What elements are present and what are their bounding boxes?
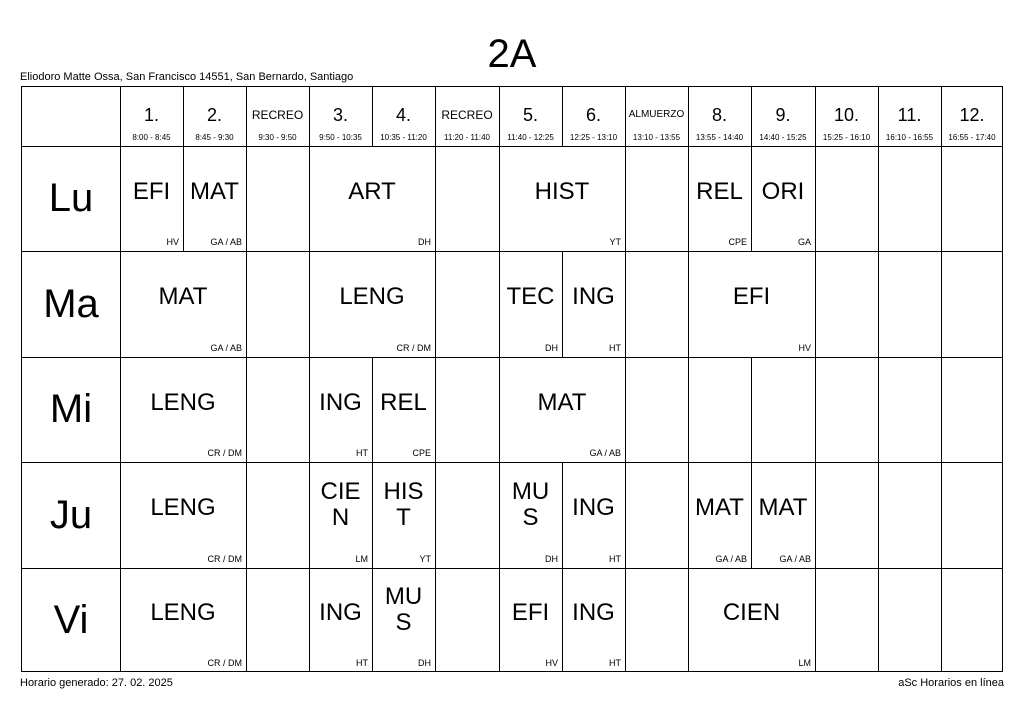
school-address: Eliodoro Matte Ossa, San Francisco 14551, San Bernardo, Santiago: [20, 71, 354, 83]
lesson-teacher: DH: [545, 343, 558, 353]
lesson-teacher: YT: [609, 237, 621, 247]
lesson-teacher: GA / AB: [779, 554, 811, 564]
grid-line: [941, 357, 942, 462]
grid-line: [751, 357, 752, 462]
lesson-cell: [309, 357, 372, 462]
grid-line: [878, 462, 879, 568]
period-label: 2.: [206, 105, 222, 125]
period-label: RECREO: [251, 108, 304, 122]
grid-line: [688, 357, 689, 462]
lesson-subject: ORI: [761, 177, 805, 205]
lesson-teacher: CR / DM: [207, 658, 242, 668]
lesson-cell: [120, 146, 183, 251]
lesson-cell: [372, 357, 435, 462]
day-label: Mi: [49, 387, 93, 431]
lesson-subject: MAT: [695, 494, 744, 521]
lesson-cell: [688, 146, 751, 251]
period-header: [435, 87, 499, 146]
lesson-cell: [120, 251, 246, 357]
lesson-subject: REL: [380, 388, 427, 416]
grid-line: [625, 251, 626, 357]
period-time: 11:20 - 11:40: [444, 133, 490, 142]
grid-line: [878, 251, 879, 357]
lesson-subject: ART: [348, 177, 396, 205]
lesson-cell: [309, 462, 372, 568]
period-header: [625, 87, 688, 146]
period-time: 15:25 - 16:10: [822, 133, 871, 142]
grid-line: [246, 357, 247, 462]
lesson-subject: MAT: [537, 388, 587, 416]
period-time: 16:55 - 17:40: [948, 133, 996, 142]
period-header: [372, 87, 435, 146]
lesson-teacher: CPE: [412, 448, 431, 458]
lesson-cell: [372, 568, 435, 672]
lesson-cell: [499, 146, 625, 251]
lesson-subject: ING: [319, 599, 362, 626]
period-header: [815, 87, 878, 146]
lesson-teacher: HT: [356, 448, 368, 458]
grid-line: [625, 146, 626, 251]
lesson-subject: ING: [319, 388, 362, 416]
lesson-teacher: CR / DM: [396, 343, 431, 353]
period-header: [751, 87, 815, 146]
grid-line: [815, 87, 816, 146]
lesson-cell: [499, 462, 562, 568]
grid-line: [941, 251, 942, 357]
grid-line: [246, 251, 247, 357]
period-header: [246, 87, 309, 146]
lesson-subject: LENG: [150, 388, 216, 416]
grid-line: [625, 87, 626, 146]
grid-line: [246, 462, 247, 568]
lesson-subject: EFI: [511, 599, 550, 626]
lesson-teacher: GA / AB: [715, 554, 747, 564]
lesson-subject: MAT: [758, 494, 808, 521]
period-label: 10.: [833, 105, 860, 125]
period-header: [183, 87, 246, 146]
lesson-cell: [562, 462, 625, 568]
period-header: [120, 87, 183, 146]
period-header: [309, 87, 372, 146]
lesson-teacher: LM: [798, 658, 811, 668]
grid-line: [878, 146, 879, 251]
period-time: 8:45 - 9:30: [195, 133, 234, 142]
lesson-cell: [499, 251, 562, 357]
lesson-cell: [120, 462, 246, 568]
period-label: 1.: [143, 105, 159, 125]
grid-line: [625, 568, 626, 672]
lesson-subject: LENG: [150, 494, 216, 521]
lesson-cell: [120, 568, 246, 672]
grid-line: [499, 87, 500, 146]
lesson-cell: [499, 357, 625, 462]
grid-line: [878, 87, 879, 146]
lesson-subject: REL: [696, 177, 743, 205]
day-label: Vi: [53, 597, 89, 642]
period-time: 11:40 - 12:25: [507, 133, 554, 142]
period-label: 4.: [395, 105, 411, 125]
grid-line: [941, 568, 942, 672]
period-header: [941, 87, 1003, 146]
grid-line: [751, 87, 752, 146]
period-label: 12.: [959, 105, 985, 125]
lesson-subject: ING: [572, 599, 615, 626]
lesson-cell: [751, 146, 815, 251]
grid-line: [562, 87, 563, 146]
period-time: 10:35 - 11:20: [380, 133, 427, 142]
grid-line: [878, 568, 879, 672]
lesson-cell: [309, 146, 435, 251]
generated-date: Horario generado: 27. 02. 2025: [20, 677, 173, 689]
lesson-subject: EFI: [732, 283, 771, 310]
lesson-subject: MAT: [190, 177, 239, 205]
lesson-teacher: HV: [798, 343, 811, 353]
grid-line: [183, 87, 184, 146]
lesson-teacher: HT: [609, 554, 621, 564]
lesson-teacher: HT: [609, 658, 621, 668]
lesson-subject: HIST: [534, 177, 590, 205]
grid-line: [246, 87, 247, 146]
period-time: 9:30 - 9:50: [258, 133, 297, 142]
grid-line: [625, 462, 626, 568]
lesson-teacher: YT: [419, 554, 431, 564]
lesson-cell: [751, 462, 815, 568]
grid-line: [372, 87, 373, 146]
lesson-subject: EFI: [132, 177, 171, 205]
lesson-subject: MAT: [158, 283, 208, 310]
period-time: 9:50 - 10:35: [319, 133, 362, 142]
lesson-teacher: HV: [166, 237, 179, 247]
lesson-teacher: LM: [355, 554, 368, 564]
lesson-teacher: CPE: [728, 237, 747, 247]
lesson-teacher: HT: [356, 658, 368, 668]
page-title: 2A: [487, 32, 537, 76]
grid-line: [815, 357, 816, 462]
day-label: Lu: [48, 176, 94, 220]
period-label: 8.: [711, 105, 727, 125]
lesson-subject: LENG: [339, 283, 405, 310]
lesson-subject: CIEN: [722, 599, 781, 626]
grid-line: [878, 357, 879, 462]
lesson-cell: [309, 568, 372, 672]
period-time: 8:00 - 8:45: [132, 133, 171, 142]
grid-line: [246, 568, 247, 672]
grid-line: [435, 146, 436, 251]
grid-line: [246, 146, 247, 251]
grid-line: [941, 87, 942, 146]
lesson-subject: ING: [572, 283, 615, 310]
lesson-teacher: CR / DM: [207, 448, 242, 458]
period-header: [499, 87, 562, 146]
lesson-teacher: HV: [545, 658, 558, 668]
lesson-subject: CIE N: [320, 478, 361, 531]
grid-line: [688, 87, 689, 146]
period-label: 6.: [585, 105, 601, 125]
lesson-cell: [562, 251, 625, 357]
grid-line: [435, 462, 436, 568]
grid-line: [815, 568, 816, 672]
period-header: [878, 87, 941, 146]
grid-line: [941, 146, 942, 251]
lesson-teacher: GA / AB: [589, 448, 621, 458]
grid-line: [815, 146, 816, 251]
lesson-cell: [372, 462, 435, 568]
grid-line: [815, 251, 816, 357]
grid-line: [309, 87, 310, 146]
brand-label: aSc Horarios en línea: [898, 677, 1004, 689]
period-label: 3.: [332, 105, 348, 125]
lesson-subject: TEC: [506, 283, 555, 310]
lesson-teacher: GA / AB: [210, 237, 242, 247]
lesson-teacher: GA: [797, 237, 811, 247]
period-header: [688, 87, 751, 146]
lesson-teacher: DH: [545, 554, 558, 564]
lesson-subject: MU S: [384, 583, 423, 636]
grid-line: [435, 251, 436, 357]
lesson-cell: [120, 357, 246, 462]
lesson-teacher: HT: [609, 343, 621, 353]
period-label: ALMUERZO: [628, 109, 685, 120]
lesson-cell: [562, 568, 625, 672]
lesson-cell: [183, 146, 246, 251]
lesson-teacher: DH: [418, 658, 431, 668]
period-label: 5.: [522, 105, 538, 125]
lesson-subject: MU S: [511, 478, 550, 531]
period-header: [562, 87, 625, 146]
lesson-cell: [499, 568, 562, 672]
lesson-subject: HIS T: [383, 478, 424, 531]
grid-line: [435, 568, 436, 672]
day-label: Ju: [49, 492, 93, 537]
lesson-cell: [309, 251, 435, 357]
period-label: 9.: [775, 105, 791, 125]
period-time: 14:40 - 15:25: [759, 133, 807, 142]
lesson-teacher: CR / DM: [207, 554, 242, 564]
period-time: 12:25 - 13:10: [569, 133, 618, 142]
grid-line: [941, 462, 942, 568]
period-time: 13:55 - 14:40: [695, 133, 744, 142]
grid-line: [625, 357, 626, 462]
lesson-cell: [688, 568, 815, 672]
period-label: RECREO: [441, 108, 493, 122]
grid-line: [815, 462, 816, 568]
lesson-teacher: GA / AB: [210, 343, 242, 353]
lesson-subject: LENG: [150, 599, 216, 626]
lesson-subject: ING: [572, 494, 615, 521]
timetable-grid: [21, 86, 1003, 672]
grid-line: [435, 357, 436, 462]
period-time: 13:10 - 13:55: [632, 133, 681, 142]
lesson-cell: [688, 462, 751, 568]
period-time: 16:10 - 16:55: [885, 133, 934, 142]
lesson-teacher: DH: [418, 237, 431, 247]
lesson-cell: [688, 251, 815, 357]
grid-line: [435, 87, 436, 146]
day-label: Ma: [43, 281, 99, 326]
period-label: 11.: [897, 105, 922, 125]
